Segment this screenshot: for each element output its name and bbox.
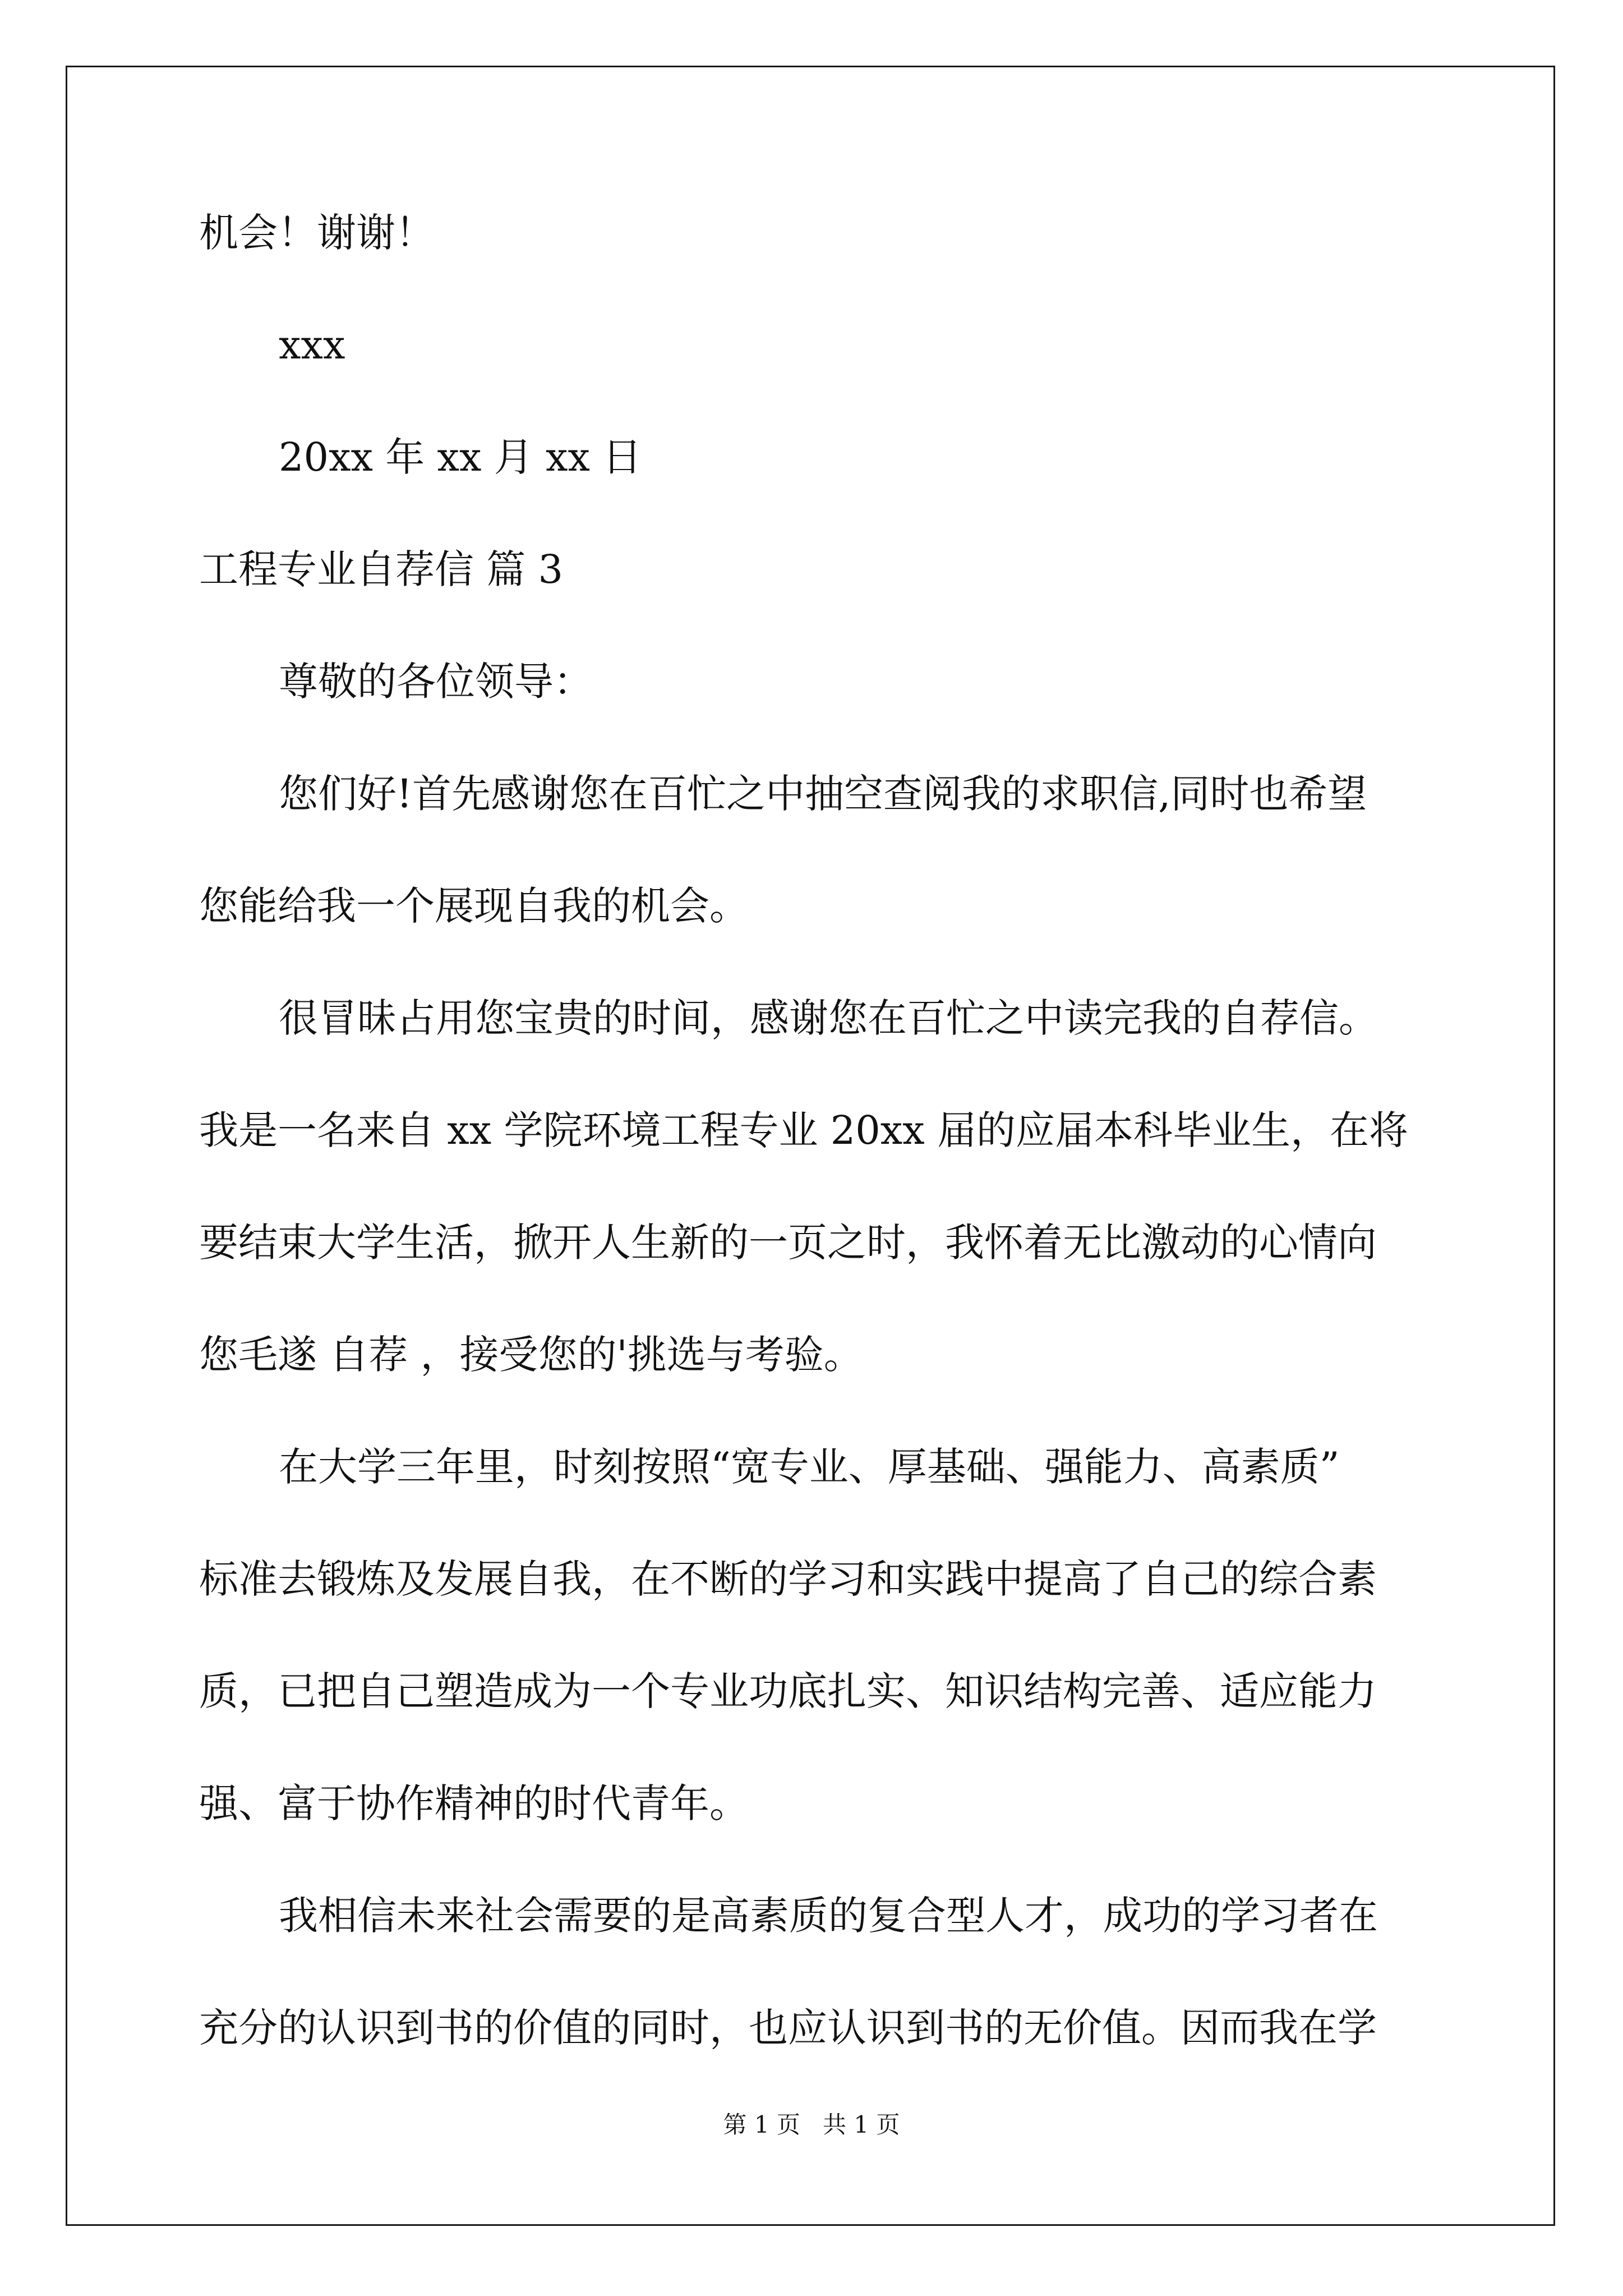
signature-date: 20xx 年 xx 月 xx 日: [279, 434, 642, 480]
paragraph-line: 您毛遂 自荐 ，接受您的'挑选与考验。: [199, 1332, 863, 1378]
paragraph-line: 要结束大学生活，掀开人生新的一页之时，我怀着无比激动的心情向: [199, 1220, 1377, 1266]
salutation: 尊敬的各位领导：: [279, 659, 593, 705]
section-title: 工程专业自荐信 篇 3: [199, 546, 564, 592]
paragraph-line: 我相信未来社会需要的是高素质的复合型人才，成功的学习者在: [279, 1893, 1378, 1939]
closing-thanks: 机会！谢谢！: [199, 210, 435, 256]
paragraph-line: 充分的认识到书的价值的同时，也应认识到书的无价值。因而我在学: [199, 2005, 1377, 2051]
paragraph-line: 很冒昧占用您宝贵的时间，感谢您在百忙之中读完我的自荐信。: [279, 995, 1378, 1041]
paragraph-line: 强、富于协作精神的时代青年。: [199, 1780, 749, 1826]
paragraph-line: 质，已把自己塑造成为一个专业功底扎实、知识结构完善、适应能力: [199, 1668, 1377, 1714]
paragraph-line: 您能给我一个展现自我的机会。: [199, 883, 749, 929]
paragraph-line: 我是一名来自 xx 学院环境工程专业 20xx 届的应届本科毕业生，在将: [199, 1107, 1408, 1153]
paragraph-line: 标准去锻炼及发展自我，在不断的学习和实践中提高了自己的综合素: [199, 1556, 1377, 1602]
signature-name: xxx: [279, 322, 345, 368]
page-footer: 第 1 页 共 1 页: [723, 2111, 900, 2138]
paragraph-line: 在大学三年里，时刻按照“宽专业、厚基础、强能力、高素质”: [279, 1444, 1340, 1490]
paragraph-line: 您们好!首先感谢您在百忙之中抽空查阅我的求职信,同时也希望: [279, 771, 1367, 817]
